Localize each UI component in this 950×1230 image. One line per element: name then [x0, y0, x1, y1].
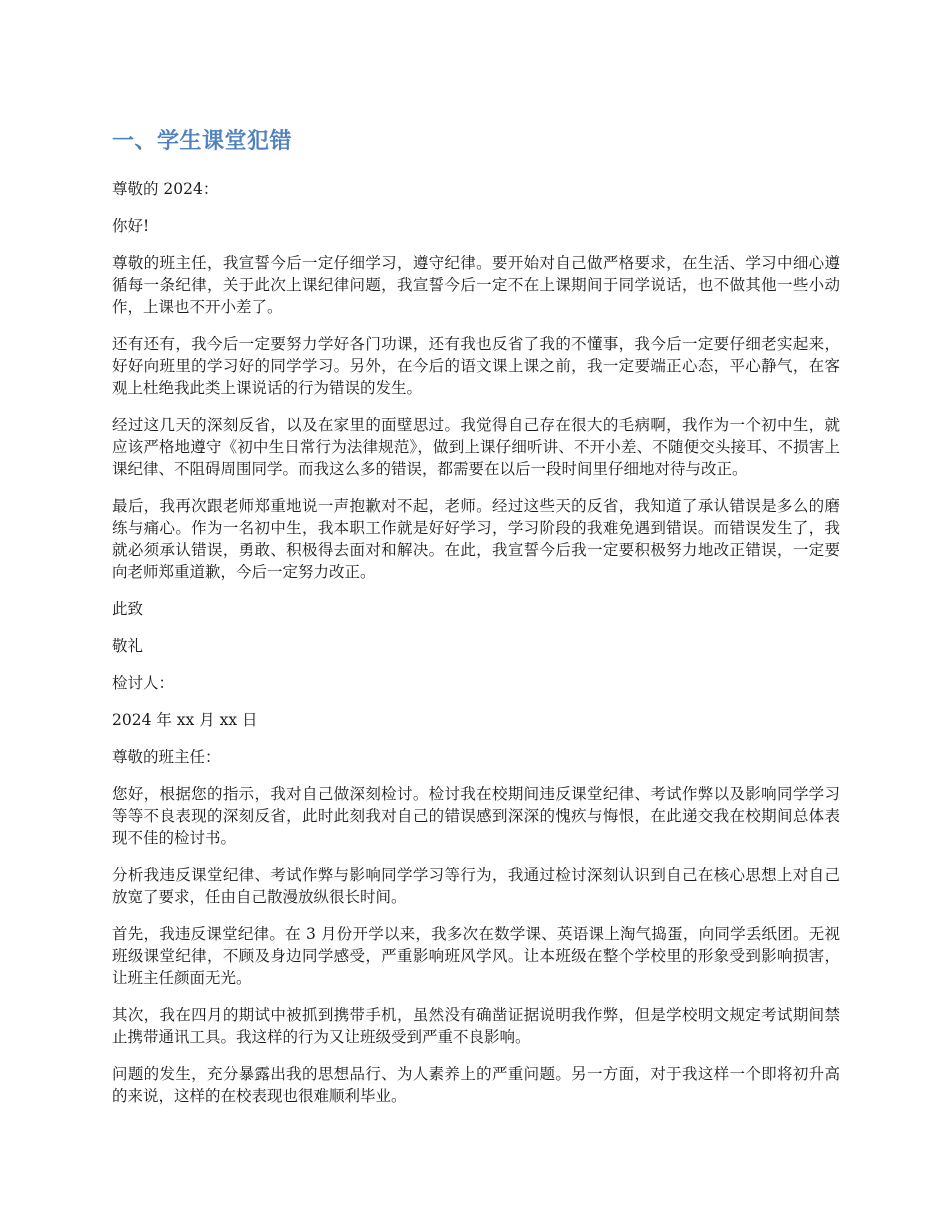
section-heading: 一、学生课堂犯错: [112, 129, 293, 154]
closing-cizhi: 此致: [112, 600, 144, 618]
signer-label: 检讨人：: [112, 674, 175, 692]
paragraph: 分析我违反课堂纪律、考试作弊与影响同学学习等行为，我通过检讨深刻认识到自己在核心思想上对自己放宽了要求，任由自己散漫放纵很长时间。: [112, 866, 840, 906]
letter-date: 2024 年 xx 月 xx 日: [112, 711, 258, 729]
closing-jingli: 敬礼: [112, 637, 144, 655]
document-body: [112, 122, 840, 1122]
salutation-head-teacher: 尊敬的班主任：: [112, 748, 221, 766]
paragraph: 首先，我违反课堂纪律。在 3 月份开学以来，我多次在数学课、英语课上淘气捣蛋，向同学丢纸团。无视班级课堂纪律，不顾及身边同学感受，严重影响班风学风。让本班级在整个学校里的形象受到影响损害，让班主任颜面无光。: [112, 925, 840, 987]
paragraph: 经过这几天的深刻反省，以及在家里的面壁思过。我觉得自己存在很大的毛病啊，我作为一个初中生，就应该严格地遵守《初中生日常行为法律规范》，做到上课仔细听讲、不开小差、不随便交头接耳、不损害上课纪律、不阻碍周围同学。而我这么多的错误，都需要在以后一段时间里仔细地对待与改正。: [112, 416, 840, 478]
greeting: 你好!: [112, 217, 150, 235]
paragraph: 问题的发生，充分暴露出我的思想品行、为人素养上的严重问题。另一方面，对于我这样一个即将初升高的来说，这样的在校表现也很难顺利毕业。: [112, 1065, 840, 1105]
paragraph: 其次，我在四月的期试中被抓到携带手机，虽然没有确凿证据说明我作弊，但是学校明文规定考试期间禁止携带通讯工具。我这样的行为又让班级受到严重不良影响。: [112, 1006, 840, 1046]
paragraph: 最后，我再次跟老师郑重地说一声抱歉对不起，老师。经过这些天的反省，我知道了承认错误是多么的磨练与痛心。作为一名初中生，我本职工作就是好好学习，学习阶段的我难免遇到错误。而错误发生了，我就必须承认错误，勇敢、积极得去面对和解决。在此，我宣誓今后我一定要积极努力地改正错误，一定要向老师郑重道歉，今后一定努力改正。: [112, 497, 840, 581]
paragraph: 尊敬的班主任，我宣誓今后一定仔细学习，遵守纪律。要开始对自己做严格要求，在生活、学习中细心遵循每一条纪律，关于此次上课纪律问题，我宣誓今后一定不在上课期间于同学说话，也不做其他一些小动作，上课也不开小差了。: [112, 254, 840, 316]
paragraph: 您好，根据您的指示，我对自己做深刻检讨。检讨我在校期间违反课堂纪律、考试作弊以及影响同学学习等等不良表现的深刻反省，此时此刻我对自己的错误感到深深的愧疚与悔恨，在此递交我在校期间总体表现不佳的检讨书。: [112, 785, 840, 847]
salutation-2024: 尊敬的 2024：: [112, 180, 219, 198]
paragraph: 还有还有，我今后一定要努力学好各门功课，还有我也反省了我的不懂事，我今后一定要仔细老实起来，好好向班里的学习好的同学学习。另外，在今后的语文课上课之前，我一定要端正心态，平心静气，在客观上杜绝我此类上课说话的行为错误的发生。: [112, 335, 840, 397]
